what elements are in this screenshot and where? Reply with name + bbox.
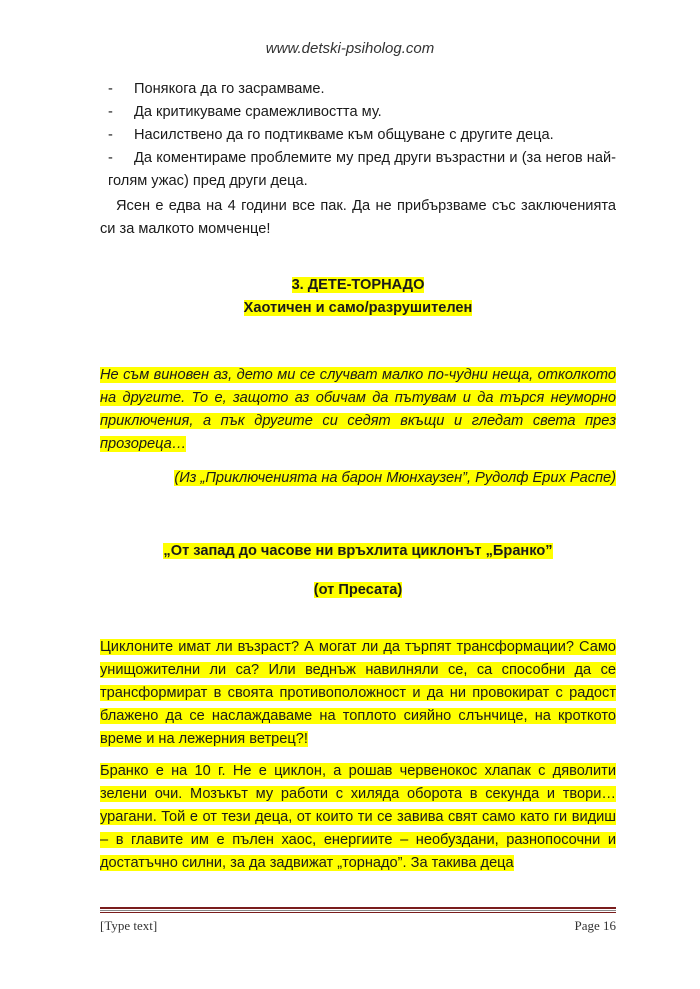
list-item: - Понякога да го засрамваме.	[108, 81, 325, 97]
list-item: - Насилствено да го подтикваме към общуване с другите деца.	[108, 127, 554, 143]
headline-title: „От запад до часове ни връхлита циклонът „Бранко”	[163, 543, 553, 559]
epigraph	[100, 364, 616, 490]
footer-rule	[100, 907, 616, 914]
intro-paragraph: Ясен е едва на 4 години все пак. Да не прибързваме със заключенията си за малкото момченце!	[100, 198, 616, 237]
paragraph: Бранко е на 10 г. Не е циклон, а рошав червенокос хлапак с дяволити зелени очи. Мозъкът му работи с хиляда оборота в секунда и твори… урагани. Той е от тези деца, от които ти се завива свят само като ги видиш – в главите им е пълен хаос, енергиите – необуздани, разнопосочни и достатъчно силни, за да задвижат „торнадо”. За такива деца	[100, 763, 616, 871]
footer-left-text: [Type text]	[100, 918, 158, 933]
epigraph-source: (Из „Приключенията на барон Мюнхаузен”, Рудолф Ерих Распе)	[174, 470, 616, 486]
press-headline	[100, 540, 616, 602]
section-heading	[100, 274, 616, 320]
section-subtitle: Хаотичен и само/разрушителен	[243, 300, 473, 316]
site-header: www.detski-psiholog.com	[265, 40, 435, 57]
page-number: Page 16	[574, 918, 616, 933]
list-item: - Да критикуваме срамежливостта му.	[108, 104, 382, 120]
bullet-list	[100, 78, 616, 241]
list-item: - Да коментираме проблемите му пред други възрастни и (за негов най-голям ужас) пред други деца.	[108, 150, 616, 189]
paragraph: Циклоните имат ли възраст? А могат ли да търпят трансформации? Само унищожителни ли са? Или веднъж навилняли се, са способни да се трансформират в своята противоположност и да ни провокират с радост блажено да се наслаждаваме на топлото сияйно слънчице, на кроткото време и на лежерния ветрец?!	[100, 639, 616, 747]
headline-source: (от Пресата)	[313, 582, 403, 598]
article-body	[100, 636, 616, 875]
section-title: 3. ДЕТЕ-ТОРНАДО	[291, 277, 425, 293]
epigraph-text: Не съм виновен аз, дето ми се случват малко по-чудни неща, отколкото на другите. То е, защото аз обичам да пътувам и да търся неуморно приключения, а пък другите си седят вкъщи и гледат света през прозореца…	[100, 367, 616, 452]
